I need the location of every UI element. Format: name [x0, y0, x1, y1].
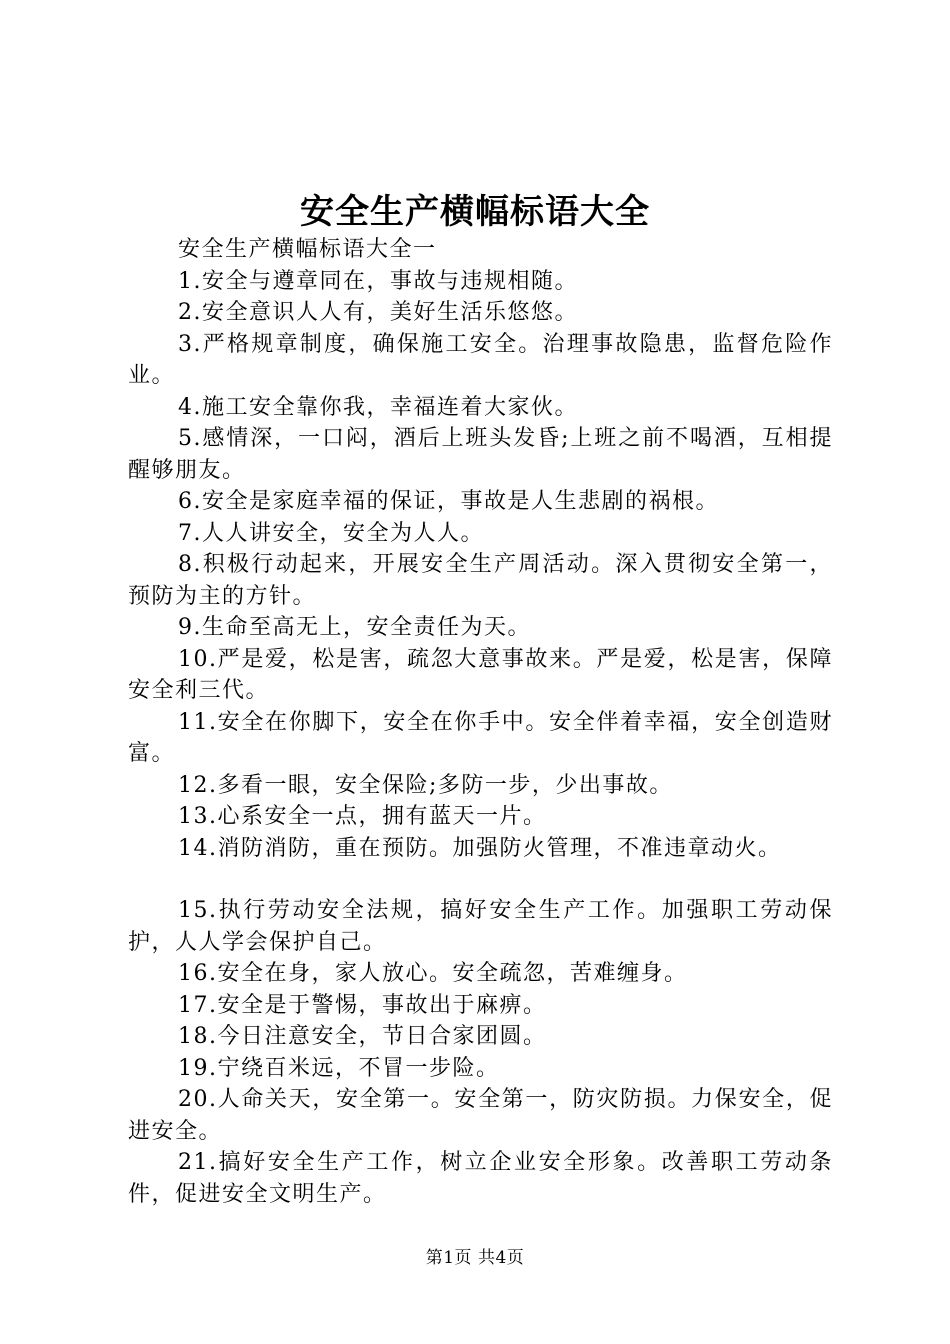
slogan-item: 17.安全是于警惕，事故出于麻痹。 — [178, 992, 547, 1018]
page-footer: 第1页 共4页 — [425, 1248, 525, 1268]
section-heading: 安全生产横幅标语大全一 — [178, 237, 437, 262]
slogan-list — [128, 266, 833, 865]
slogan-item: 4.施工安全靠你我，幸福连着大家伙。 — [178, 394, 578, 420]
slogan-list-continued — [128, 895, 833, 1210]
slogan-item: 13.心系安全一点，拥有蓝天一片。 — [178, 804, 547, 829]
slogan-item: 19.宁绕百米远，不冒一步险。 — [178, 1055, 500, 1081]
slogan-item: 20.人命关天，安全第一。安全第一，防灾防损。力保安全，促进安全。 — [128, 1087, 833, 1144]
slogan-item: 21.搞好安全生产工作，树立企业安全形象。改善职工劳动条件，促进安全文明生产。 — [128, 1150, 833, 1207]
paragraph-gap — [128, 864, 833, 895]
slogan-item: 11.安全在你脚下，安全在你手中。安全伴着幸福，安全创造财富。 — [128, 709, 833, 766]
slogan-item: 18.今日注意安全，节日合家团圆。 — [178, 1024, 547, 1049]
slogan-item: 1.安全与遵章同在，事故与违规相随。 — [178, 268, 578, 294]
slogan-item: 10.严是爱，松是害，疏忽大意事故来。严是爱，松是害，保障安全利三代。 — [128, 646, 833, 703]
slogan-item: 6.安全是家庭幸福的保证，事故是人生悲剧的祸根。 — [178, 489, 719, 514]
slogan-item: 12.多看一眼，安全保险;多防一步，少出事故。 — [178, 772, 673, 798]
document-body — [128, 234, 833, 1210]
slogan-item: 14.消防消防，重在预防。加强防火管理，不准违章动火。 — [178, 835, 782, 861]
slogan-item: 15.执行劳动安全法规，搞好安全生产工作。加强职工劳动保护，人人学会保护自己。 — [128, 898, 833, 955]
slogan-item: 16.安全在身，家人放心。安全疏忽，苦难缠身。 — [178, 961, 688, 986]
slogan-item: 7.人人讲安全，安全为人人。 — [178, 520, 484, 546]
slogan-item: 3.严格规章制度，确保施工安全。治理事故隐患，监督危险作业。 — [128, 331, 833, 388]
slogan-item: 9.生命至高无上，安全责任为天。 — [178, 615, 531, 640]
slogan-item: 2.安全意识人人有，美好生活乐悠悠。 — [178, 300, 578, 325]
slogan-item: 8.积极行动起来，开展安全生产周活动。深入贯彻安全第一，预防为主的方针。 — [128, 552, 833, 609]
document-title: 安全生产横幅标语大全 — [300, 192, 650, 232]
slogan-item: 5.感情深，一口闷，酒后上班头发昏;上班之前不喝酒，互相提醒够朋友。 — [128, 426, 833, 483]
